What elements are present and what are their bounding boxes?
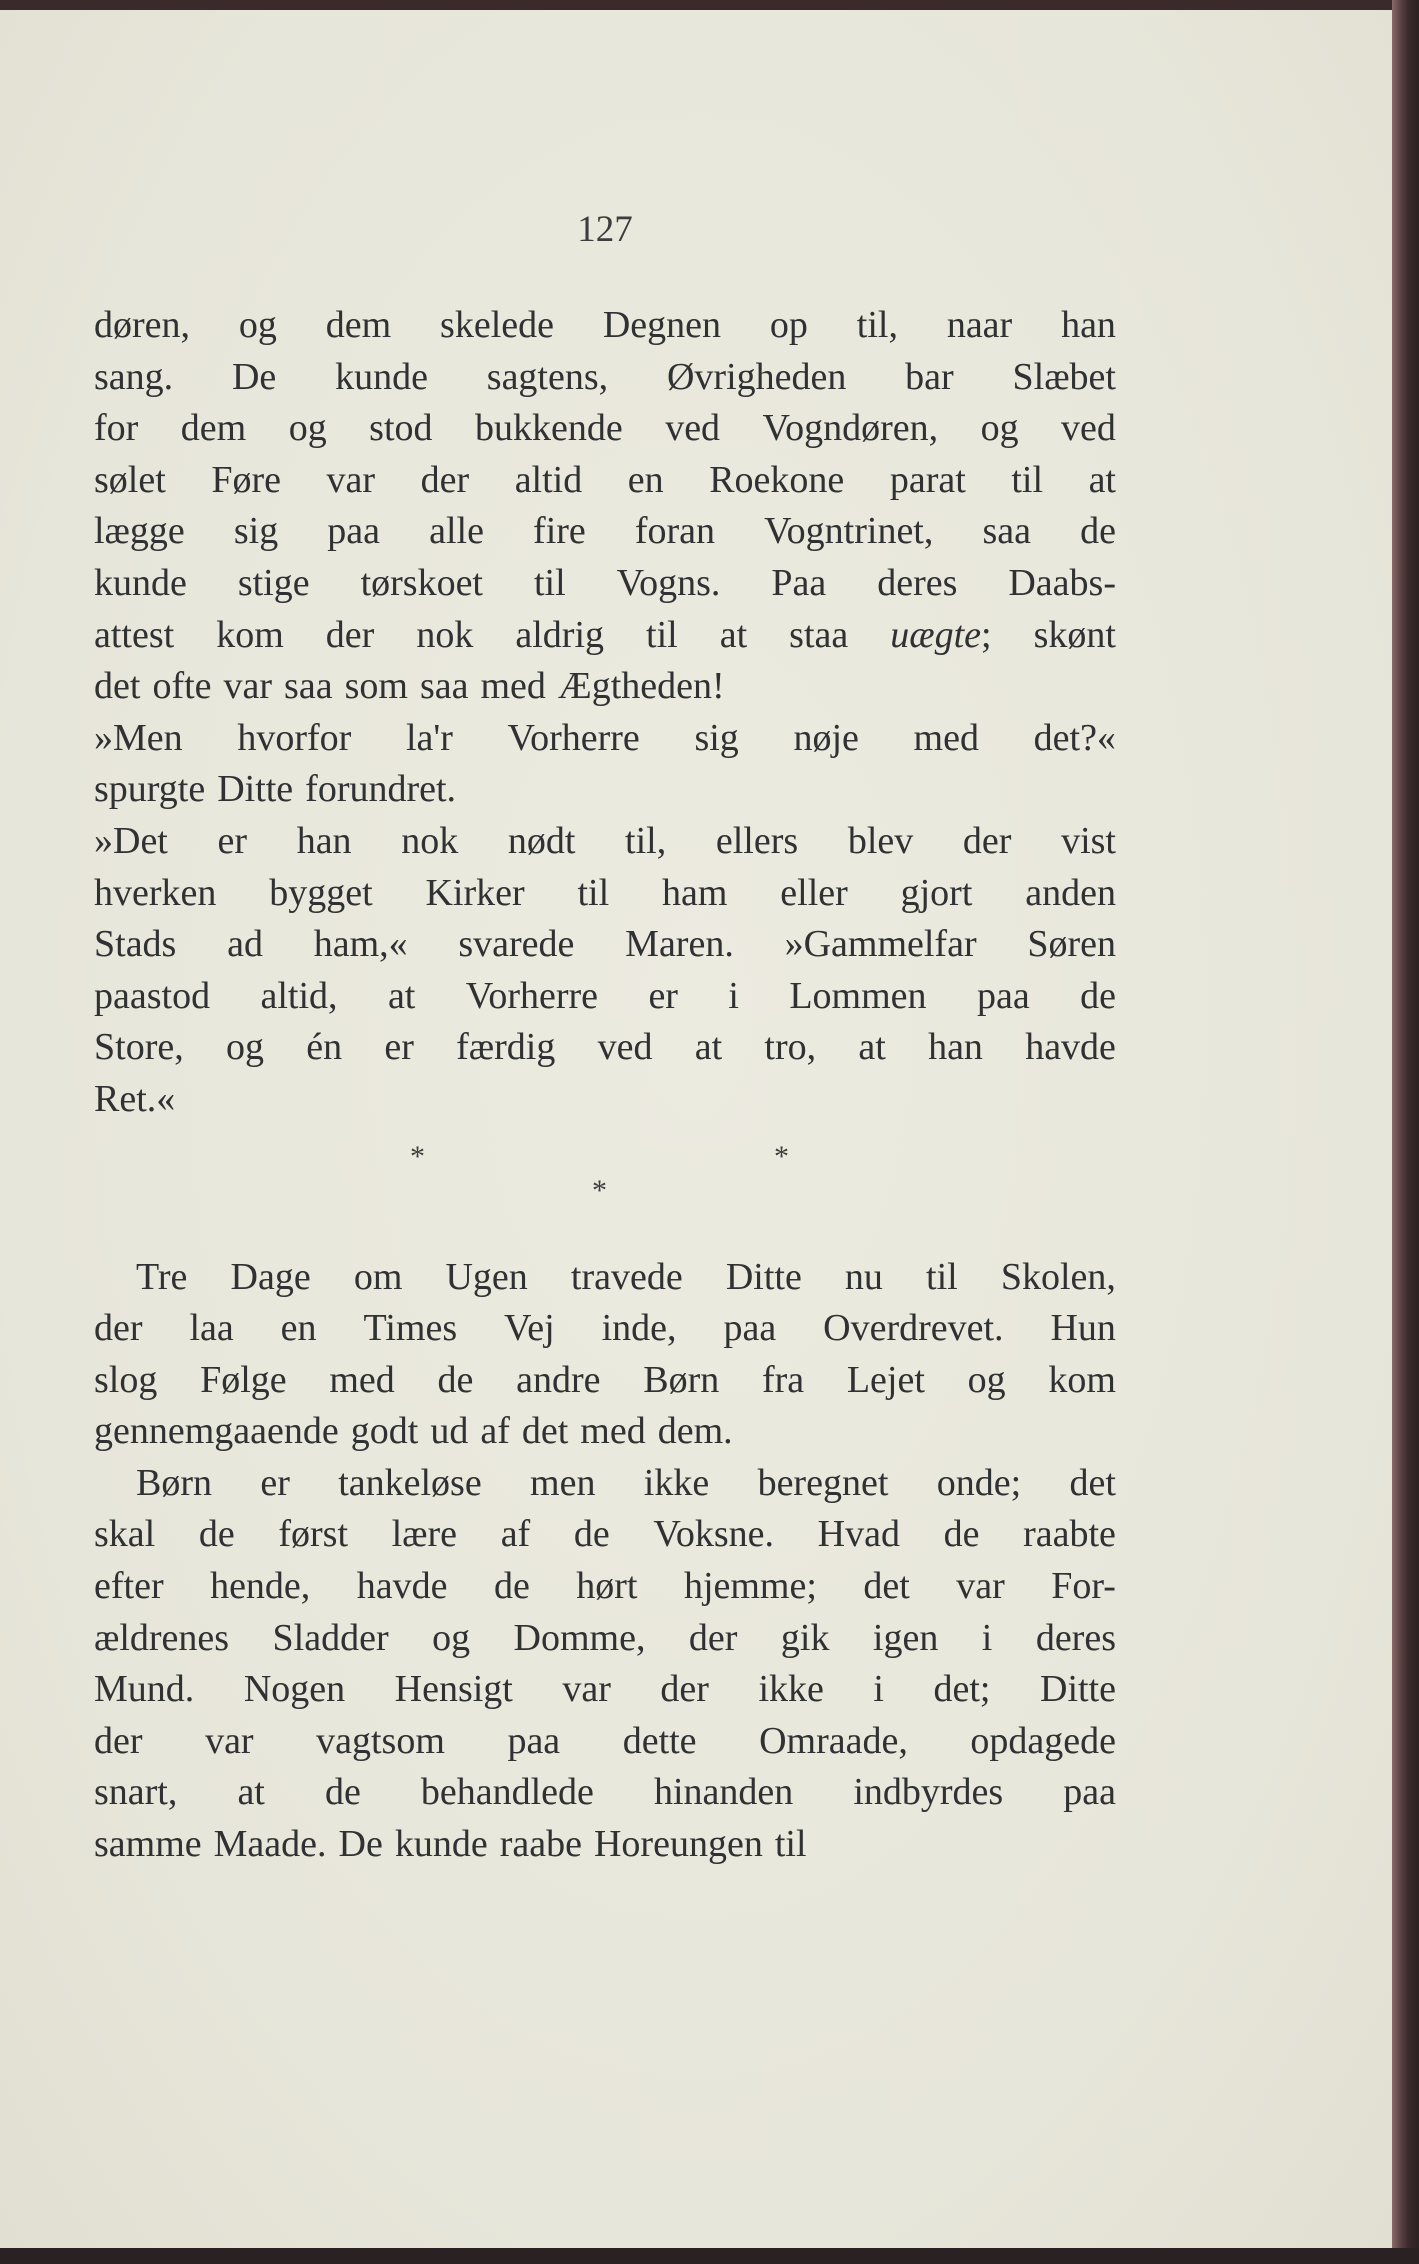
- text-line: for dem og stod bukkende ved Vogndøren, og ved: [94, 407, 1116, 450]
- text-line: slog Følge med de andre Børn fra Lejet og kom: [94, 1358, 1116, 1401]
- book-spine-edge: [1392, 0, 1419, 2264]
- text-section-after-break: [94, 1252, 1116, 1871]
- text-line: det ofte var saa som saa med Ægtheden!: [94, 665, 725, 708]
- text-line: gennemgaaende godt ud af det med dem.: [94, 1410, 733, 1453]
- text-line: skal de først lære af de Voksne. Hvad de raabte: [94, 1513, 1116, 1556]
- text-line: »Det er han nok nødt til, ellers blev der vist: [94, 819, 1116, 862]
- text-line: paastod altid, at Vorherre er i Lommen paa de: [94, 974, 1116, 1017]
- section-break: [94, 1126, 1116, 1246]
- text-section-before-break: [94, 300, 1116, 1126]
- text-line: Tre Dage om Ugen travede Ditte nu til Skolen,: [136, 1255, 1116, 1298]
- text-line: spurgte Ditte forundret.: [94, 768, 457, 811]
- text-line: kunde stige tørskoet til Vogns. Paa deres Daabs-: [94, 561, 1116, 604]
- text-line: der var vagtsom paa dette Omraade, opdagede: [94, 1719, 1116, 1762]
- text-line: Store, og én er færdig ved at tro, at han havde: [94, 1026, 1116, 1069]
- text-line: snart, at de behandlede hinanden indbyrdes paa: [94, 1771, 1116, 1814]
- text-line: samme Maade. De kunde raabe Horeungen til: [94, 1823, 807, 1866]
- section-break-asterisk: *: [410, 1139, 425, 1173]
- text-line: »Men hvorfor la'r Vorherre sig nøje med det?«: [94, 716, 1116, 759]
- text-line: Stads ad ham,« svarede Maren. »Gammelfar Søren: [94, 923, 1116, 966]
- text-line: attest kom der nok aldrig til at staa uægte; skønt: [94, 613, 1116, 656]
- text-line: døren, og dem skelede Degnen op til, naar han: [94, 304, 1116, 346]
- text-line: ældrenes Sladder og Domme, der gik igen i deres: [94, 1616, 1116, 1659]
- text-line: sølet Føre var der altid en Roekone parat til at: [94, 458, 1116, 501]
- text-line: Ret.«: [94, 1077, 176, 1120]
- page-bottom-edge: [0, 2248, 1419, 2264]
- text-line: der laa en Times Vej inde, paa Overdrevet. Hun: [94, 1307, 1116, 1350]
- text-line: Børn er tankeløse men ikke beregnet onde; det: [136, 1461, 1116, 1504]
- body-text: [94, 300, 1116, 1871]
- section-break-asterisk: *: [592, 1173, 607, 1207]
- page-number: 127: [577, 209, 633, 250]
- text-line: sang. De kunde sagtens, Øvrigheden bar Slæbet: [94, 355, 1116, 398]
- section-break-asterisk: *: [774, 1139, 789, 1173]
- text-line: lægge sig paa alle fire foran Vogntrinet, saa de: [94, 510, 1116, 553]
- text-line: efter hende, havde de hørt hjemme; det var For-: [94, 1565, 1116, 1608]
- text-line: hverken bygget Kirker til ham eller gjort anden: [94, 871, 1116, 914]
- text-line: Mund. Nogen Hensigt var der ikke i det; Ditte: [94, 1668, 1116, 1711]
